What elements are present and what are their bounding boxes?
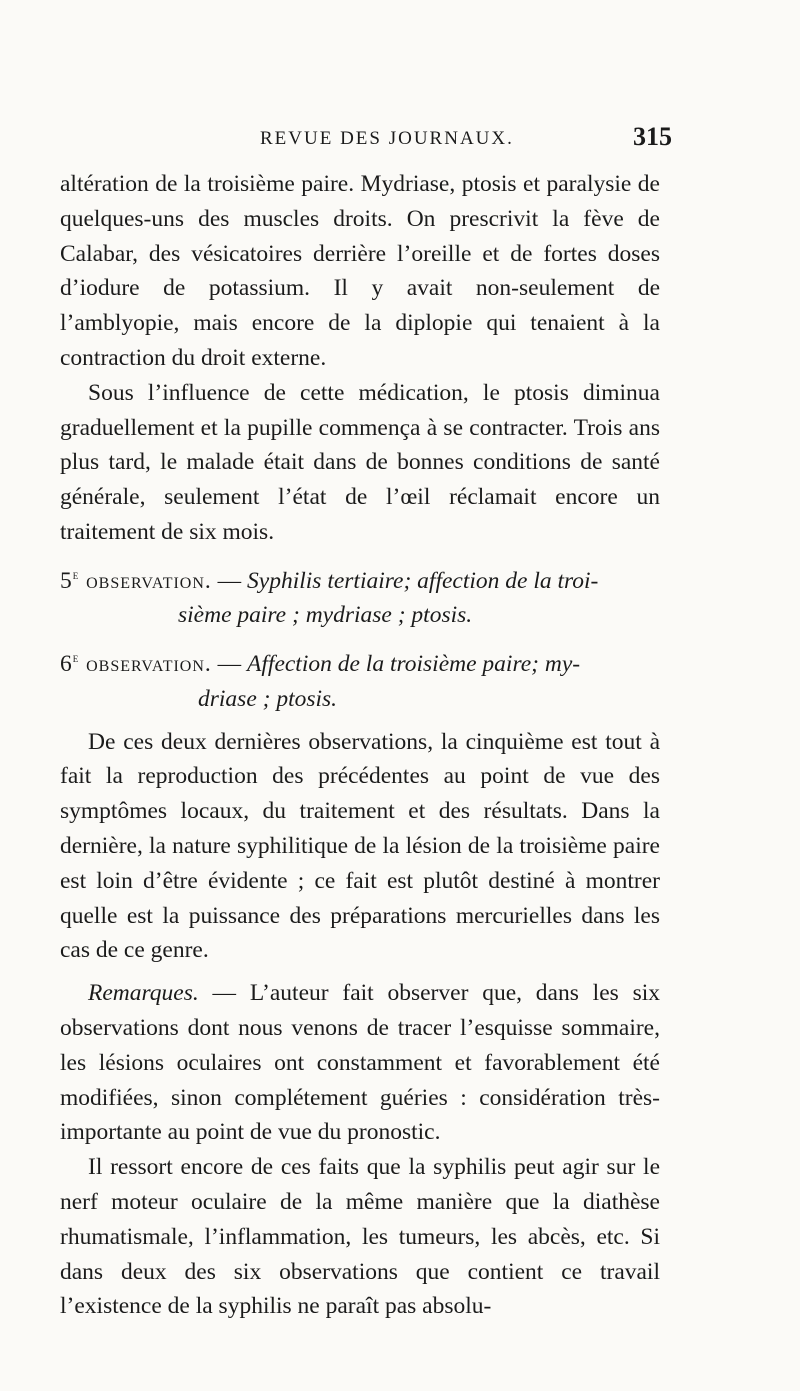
observation-6-line-1	[60, 641, 660, 682]
observation-5-heading	[60, 558, 660, 633]
paragraph-5: Il ressort encore de ces faits que la syphilis peut agir sur le nerf moteur oculaire de la même manière que la diathèse rhumatismale, l’inflammation, les tumeurs, les abcès, etc. Si dans deux des six observations que contient ce travail l’existence de la syphilis ne paraît pas absolu-	[60, 1154, 660, 1320]
observation-5-title-a: Syphilis tertiaire; affection de la troi-	[247, 567, 599, 594]
observation-5-dash: —	[211, 567, 248, 594]
running-head: REVUE DES JOURNAUX.	[260, 128, 514, 149]
observation-6-word: observation.	[79, 651, 212, 678]
paragraph-3: De ces deux dernières observations, la cinquième est tout à fait la reproduction des précédentes au point de vue des symptômes locaux, du traitement et des résultats. Dans la dernière, la nature syphilitique de la lésion de la troisième paire est loin d’être évidente ; ce fait est plutôt destiné à montrer quelle est la puissance des préparations mercurielles dans les cas de ce genre.	[60, 728, 660, 964]
paragraph-1: altération de la troisième paire. Mydriase, ptosis et paralysie de quelques-uns des muscles droits. On prescrivit la fève de Calabar, des vésicatoires derrière l’oreille et de fortes doses d’iodure de potassium. Il y avait non-seulement de l’amblyopie, mais encore de la diplopie qui tenaient à la contraction du droit externe.	[60, 171, 660, 371]
observation-6-label	[60, 651, 212, 677]
observation-6-dash: —	[211, 651, 248, 678]
paragraph-4-text: — L’auteur fait observer que, dans les six observations dont nous venons de tracer l’esquisse sommaire, les lésions oculaires ont constamment et favorablement été modifiées, sinon complétement guéries : considération très-importante au point de vue du pronostic.	[60, 980, 660, 1146]
observation-5-title-b: sième paire ; mydriase ; ptosis.	[178, 602, 473, 629]
observation-6-number: 6	[60, 651, 73, 678]
observation-6-title-a: Affection de la troisième paire; my-	[247, 651, 581, 678]
observation-5-line-1	[60, 558, 660, 599]
page-number: 315	[633, 122, 672, 151]
remarks-lead: Remarques.	[88, 980, 199, 1007]
observation-6-sup: e	[72, 650, 80, 666]
paragraph-4	[60, 976, 660, 1150]
page-header	[60, 122, 672, 162]
observation-5-sup: e	[72, 566, 80, 582]
page-body	[60, 167, 660, 1324]
observation-6-title-b: driase ; ptosis.	[198, 685, 338, 712]
paragraph-2: Sous l’influence de cette médication, le ptosis diminua graduellement et la pupille commença à se contracter. Trois ans plus tard, le malade était dans de bonnes conditions de santé générale, seulement l’état de l’œil réclamait encore un traitement de six mois.	[60, 379, 660, 545]
observation-5-label	[60, 568, 212, 594]
observation-5-number: 5	[60, 567, 73, 594]
observation-5-word: observation.	[79, 567, 212, 594]
observation-6-heading	[60, 641, 660, 716]
